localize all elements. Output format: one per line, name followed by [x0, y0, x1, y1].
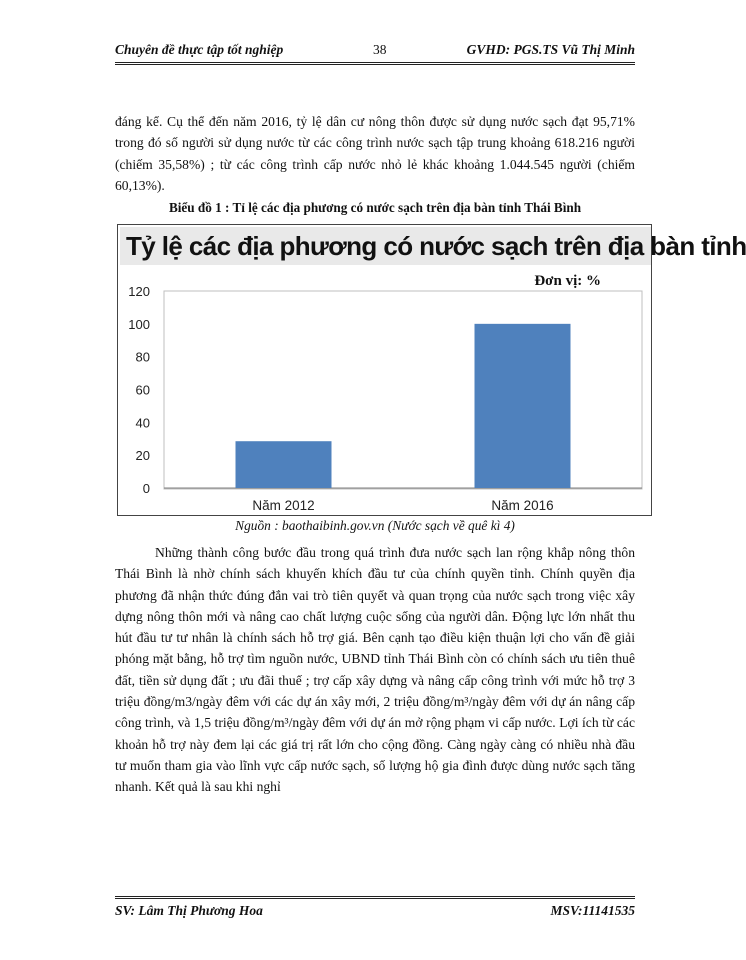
- footer-student-name: SV: Lâm Thị Phương Hoa: [115, 903, 263, 918]
- figure-caption: Biểu đồ 1 : Tỉ lệ các địa phương có nước sạch trên địa bàn tỉnh Thái Bình: [168, 200, 582, 215]
- footer-rule: [115, 896, 635, 899]
- page-number: 38: [373, 42, 387, 57]
- x-category-label: Năm 2016: [491, 498, 554, 513]
- figure-source: Nguồn : baothaibinh.gov.vn (Nước sạch về quê kì 4): [235, 518, 515, 533]
- bar-2: [475, 324, 571, 488]
- y-tick-label: 20: [135, 448, 150, 464]
- y-tick-label: 100: [128, 316, 150, 332]
- footer-student-id: MSV:11141535: [550, 903, 635, 918]
- y-tick-label: 0: [142, 481, 150, 496]
- paragraph-body: Những thành công bước đầu trong quá trình đưa nước sạch lan rộng khắp nông thôn Thái Bình là nhờ chính sách khuyến khích đầu tư của chính quyền tỉnh. Chính quyền địa phương đã nhận thức đúng đắn vai trò tiên quyết và quan trọng của nước sạch trong việc xây dựng nông thôn mới và nâng cao chất lượng cuộc sống của người dân. Động lực lớn nhất thu hút đầu tư tư nhân là chính sách hỗ trợ giá. Bên cạnh tạo điều kiện thuận lợi cho vấn đề giải phóng mặt bằng, hỗ trợ tìm nguồn nước, UBND tỉnh Thái Bình còn có chính sách ưu tiên thuê đất, tiền sử dụng đất ; ưu đãi thuế ; trợ cấp xây dựng và nâng cấp công trình với mức hỗ trợ 3 triệu đồng/m3/ngày đêm với các dự án xây mới, 2 triệu đồng/m³/ngày đêm với dự án nâng cấp công trình, và 1,5 triệu đồng/m³/ngày đêm với dự án mở rộng phạm vi cấp nước. Lợi ích từ các khoản hỗ trợ này đem lại các giá trị rất lớn cho cộng đồng. Càng ngày càng có nhiều nhà đầu tư muốn tham gia vào lĩnh vực cấp nước sạch, số lượng hộ gia đình được dùng nước sạch tăng nhanh. Kết quả là sau khi nghỉ: [115, 545, 635, 795]
- chart-title: Tỷ lệ các địa phương có nước sạch trên địa bàn tỉnh: [120, 227, 651, 265]
- bar-1: [236, 441, 332, 488]
- y-tick-label: 120: [128, 284, 150, 299]
- header-rule: [115, 62, 635, 65]
- chart-unit-label: Đơn vị: %: [534, 273, 601, 289]
- y-tick-label: 80: [135, 349, 150, 365]
- chart-container: [117, 224, 746, 516]
- page-header: [115, 42, 635, 64]
- paragraph-intro: đáng kể. Cụ thể đến năm 2016, tỷ lệ dân cư nông thôn được sử dụng nước sạch đạt 95,71% trong đó số người sử dụng nước từ các công trình nước sạch tập trung khoảng 618.216 người (chiếm 35,58%) ; từ các công trình cấp nước nhỏ lẻ khác khoảng 1.044.545 người (chiếm 60,13%).: [115, 114, 635, 193]
- bar-chart: [118, 225, 651, 515]
- x-category-label: Năm 2012: [252, 498, 315, 513]
- header-document-title: Chuyên đề thực tập tốt nghiệp: [115, 42, 284, 57]
- y-tick-label: 40: [135, 415, 150, 431]
- y-tick-label: 60: [135, 382, 150, 398]
- header-supervisor: GVHD: PGS.TS Vũ Thị Minh: [466, 42, 635, 57]
